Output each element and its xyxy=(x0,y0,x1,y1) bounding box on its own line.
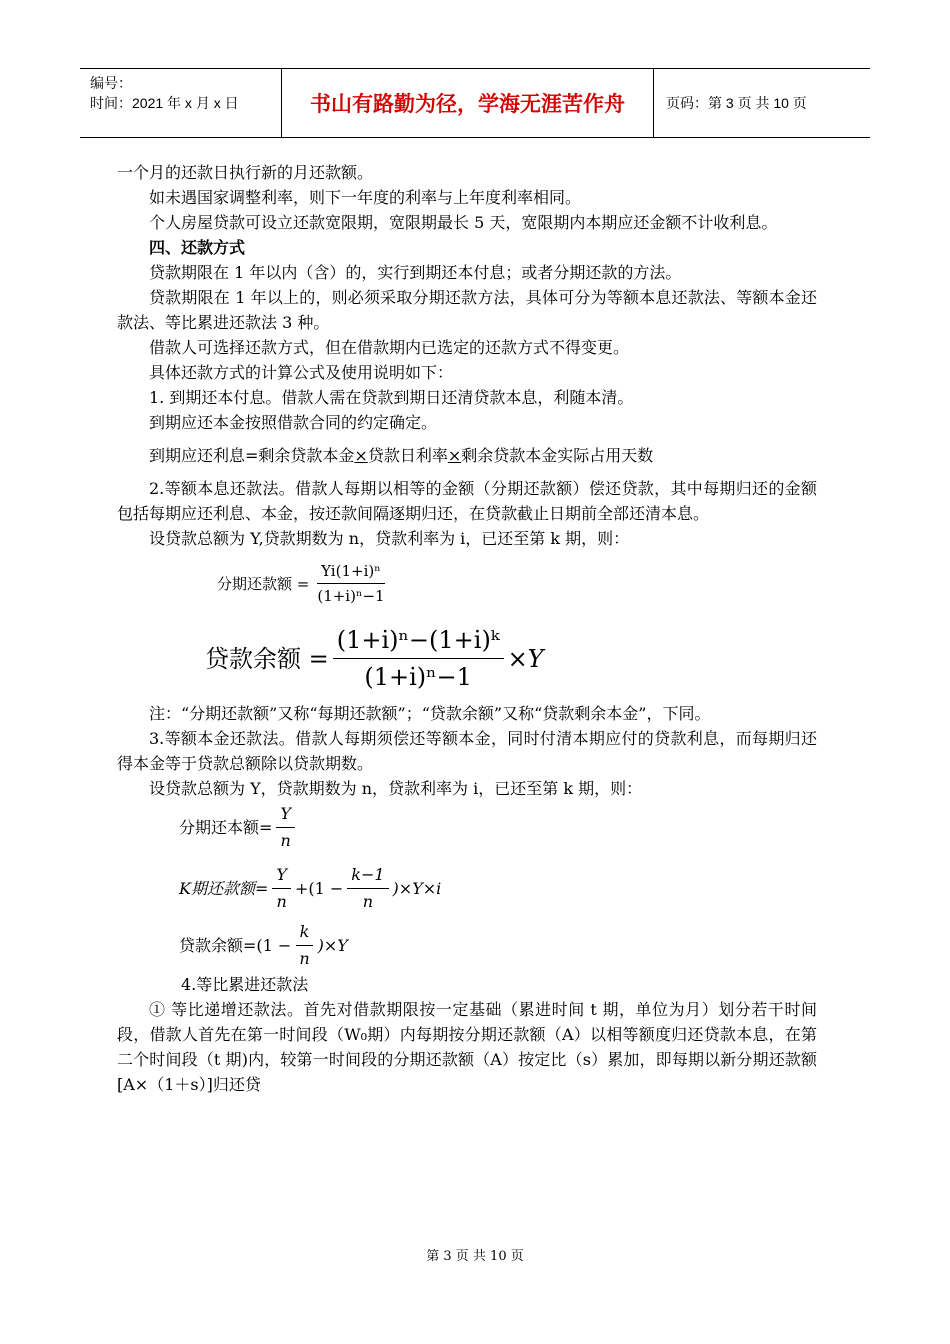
document-body xyxy=(117,160,817,1097)
formula-label: 贷款余额 = xyxy=(205,644,329,673)
paragraph: 如未遇国家调整利率，则下一年度的利率与上年度利率相同。 xyxy=(149,188,582,207)
numerator: Y xyxy=(272,862,291,889)
paragraph: 借款人可选择还款方式，但在借款期内已选定的还款方式不得变更。 xyxy=(149,338,630,357)
formula-part: 剩余贷款本金实际占用天数 xyxy=(461,446,654,465)
multiply-sign: × xyxy=(447,446,462,465)
fraction xyxy=(272,862,291,915)
fraction xyxy=(313,559,388,608)
paragraph: ① 等比递增还款法。首先对借款期限按一定基础（累进时间 t 期，单位为月）划分若干时间段，借款人首先在第一时间段（W₀期）内每期按分期还款额（A）以相等额度归还贷款本息，在第二个时间段（t 期)内，较第一时间段的分期还款额（A）按定比（s）累加，即每期以新分期还款额[A×（1＋s）]归还贷 xyxy=(117,1000,817,1094)
formula-label: K期还款额= xyxy=(179,878,269,898)
page-footer: 第 3 页 共 10 页 xyxy=(426,1249,524,1264)
denominator: n xyxy=(362,892,374,911)
fraction xyxy=(347,862,388,915)
header-page-info: 页码：第 3 页 共 10 页 xyxy=(666,95,807,111)
header-meta xyxy=(80,69,282,137)
numerator: k−1 xyxy=(347,862,388,889)
doc-time-label: 时间：2021 年 x 月 x 日 xyxy=(90,95,239,111)
denominator: (1+i)ⁿ−1 xyxy=(364,663,472,691)
fraction xyxy=(276,801,295,854)
doc-number-label: 编号： xyxy=(90,75,132,91)
formula-label: 分期还本额= xyxy=(179,817,273,837)
formula-label: 贷款余额=(1 − xyxy=(179,935,292,955)
formula-part: 贷款日利率 xyxy=(367,446,448,465)
principal-formula xyxy=(179,801,817,854)
numerator: k xyxy=(296,919,314,946)
paragraph: 个人房屋贷款可设立还款宽限期，宽限期最长 5 天，宽限期内本期应还金额不计收利息。 xyxy=(149,213,778,232)
formula-label: 分期还款额 = xyxy=(217,574,310,593)
formula-tail: )×Y xyxy=(317,935,348,955)
header-motto-cell xyxy=(282,69,654,137)
formula-tail: ×Y xyxy=(507,644,544,673)
note: 注：“分期还款额”又称“每期还款额”；“贷款余额”又称“贷款剩余本金”，下同。 xyxy=(149,704,711,723)
paragraph: 贷款期限在 1 年以上的，则必须采取分期还款方法，具体可分为等额本息还款法、等额本金还款法、等比累进还款法 3 种。 xyxy=(117,288,817,332)
formula-part: 到期应还利息=剩余贷款本金 xyxy=(149,446,355,465)
denominator: n xyxy=(276,892,287,911)
installment-formula xyxy=(217,559,817,608)
paragraph: 贷款期限在 1 年以内（含）的，实行到期还本付息；或者分期还款的方法。 xyxy=(149,263,682,282)
multiply-sign: × xyxy=(354,446,368,465)
fraction xyxy=(295,919,313,972)
denominator: n xyxy=(299,949,310,968)
paragraph: 具体还款方式的计算公式及使用说明如下： xyxy=(149,363,454,382)
paragraph: 3.等额本金还款法。借款人每期须偿还等额本金，同时付清本期应付的贷款利息，而每期归还得本金等于贷款总额除以贷款期数。 xyxy=(117,729,817,773)
header-motto: 书山有路勤为径，学海无涯苦作舟 xyxy=(310,92,625,116)
numerator: Y xyxy=(276,801,295,828)
denominator: n xyxy=(280,831,291,850)
numerator: Yi(1+i)ⁿ xyxy=(317,559,385,584)
subsection-heading: 4.等比累进还款法 xyxy=(181,975,309,994)
numerator: (1+i)ⁿ−(1+i)ᵏ xyxy=(333,622,504,659)
paragraph: 设贷款总额为 Y,贷款期数为 n，贷款利率为 i，已还至第 k 期，则： xyxy=(149,529,630,548)
paragraph: 2.等额本息还款法。借款人每期以相等的金额（分期还款额）偿还贷款，其中每期归还的金额包括每期应还利息、本金，按还款间隔逐期归还，在贷款截止日期前全部还清本息。 xyxy=(117,479,817,523)
interest-formula xyxy=(117,443,817,468)
balance-formula xyxy=(205,622,817,695)
denominator: (1+i)ⁿ−1 xyxy=(317,587,385,605)
paragraph: 到期应还本金按照借款合同的约定确定。 xyxy=(149,413,438,432)
paragraph: 设贷款总额为 Y，贷款期数为 n，贷款利率为 i，已还至第 k 期，则： xyxy=(149,779,643,798)
remaining-balance-formula xyxy=(179,919,817,972)
section-heading: 四、还款方式 xyxy=(149,238,246,257)
paragraph: 一个月的还款日执行新的月还款额。 xyxy=(117,163,374,182)
list-item: 1. 到期还本付息。借款人需在贷款到期日还清贷款本息，利随本清。 xyxy=(149,388,634,407)
page-header xyxy=(80,68,870,138)
fraction xyxy=(333,622,504,695)
formula-part: +(1 − xyxy=(294,878,344,898)
formula-tail: )×Y×i xyxy=(392,878,442,898)
kth-payment-formula xyxy=(179,862,817,915)
